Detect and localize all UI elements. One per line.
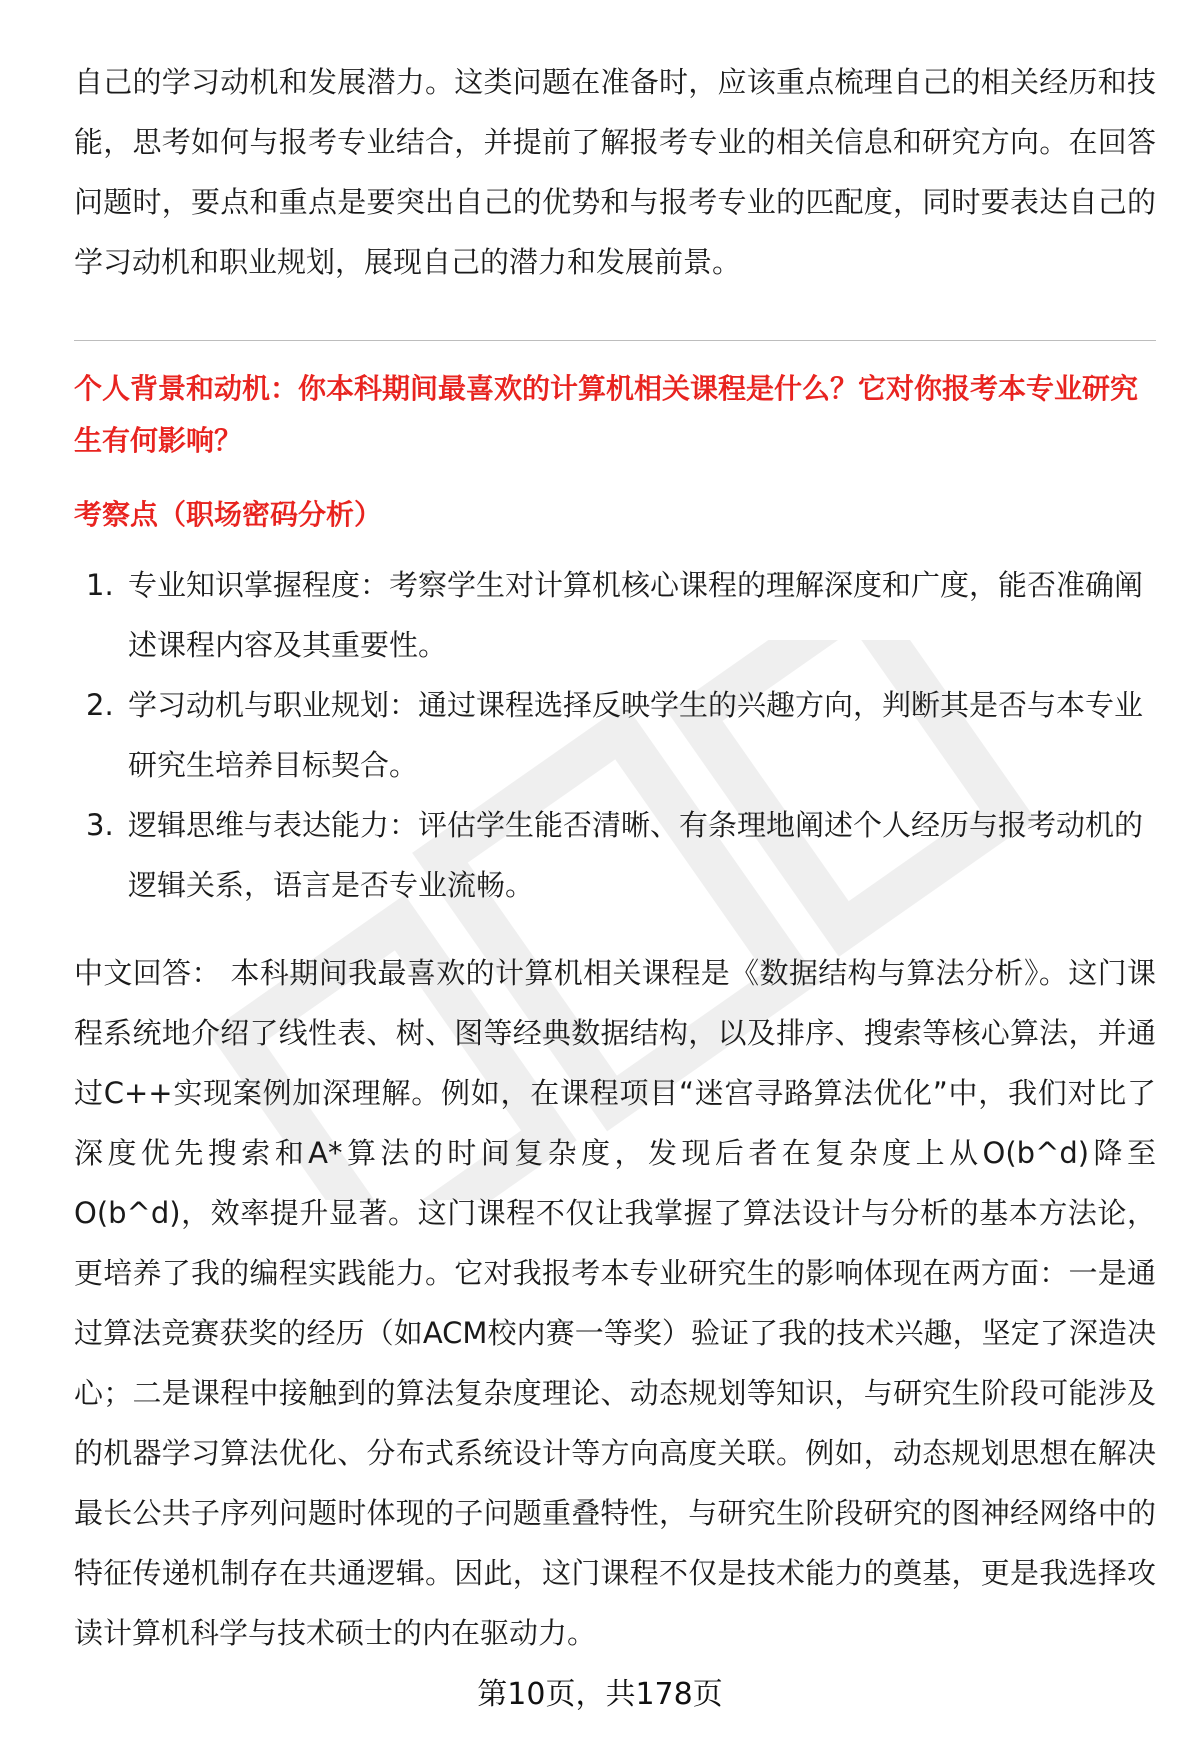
page-number-footer: 第10页，共178页 [477, 1677, 723, 1712]
assessment-point [74, 675, 1156, 795]
point-text: 专业知识掌握程度：考察学生对计算机核心课程的理解深度和广度，能否准确阐述课程内容及其重要性。 [128, 568, 1144, 662]
assessment-points-list [74, 555, 1156, 915]
question-heading: 个人背景和动机：你本科期间最喜欢的计算机相关课程是什么？它对你报考本专业研究生有何影响？ [74, 372, 1139, 457]
assessment-point [74, 555, 1156, 675]
assessment-point [74, 795, 1156, 915]
answer-paragraph: 中文回答： 本科期间我最喜欢的计算机相关课程是《数据结构与算法分析》。这门课程系统地介绍了线性表、树、图等经典数据结构，以及排序、搜索等核心算法，并通过C++实现案例加深理解。例如，在课程项目“迷宫寻路算法优化”中，我们对比了深度优先搜索和A*算法的时间复杂度，发现后者在复杂度上从O(b^d)降至O(b^d)，效率提升显著。这门课程不仅让我掌握了算法设计与分析的基本方法论，更培养了我的编程实践能力。它对我报考本专业研究生的影响体现在两方面：一是通过算法竞赛获奖的经历（如ACM校内赛一等奖）验证了我的技术兴趣，坚定了深造决心；二是课程中接触到的算法复杂度理论、动态规划等知识，与研究生阶段可能涉及的机器学习算法优化、分布式系统设计等方向高度关联。例如，动态规划思想在解决最长公共子序列问题时体现的子问题重叠特性，与研究生阶段研究的图神经网络中的特征传递机制存在共通逻辑。因此，这门课程不仅是技术能力的奠基，更是我选择攻读计算机科学与技术硕士的内在驱动力。 [74, 956, 1156, 1650]
point-text: 逻辑思维与表达能力：评估学生能否清晰、有条理地阐述个人经历与报考动机的逻辑关系，语言是否专业流畅。 [128, 808, 1144, 902]
section-divider [74, 340, 1156, 341]
point-text: 学习动机与职业规划：通过课程选择反映学生的兴趣方向，判断其是否与本专业研究生培养目标契合。 [128, 688, 1144, 782]
point-number: 2. [86, 688, 114, 722]
intro-paragraph: 自己的学习动机和发展潜力。这类问题在准备时，应该重点梳理自己的相关经历和技能，思考如何与报考专业结合，并提前了解报考专业的相关信息和研究方向。在回答问题时，要点和重点是要突出自己的优势和与报考专业的匹配度，同时要表达自己的学习动机和职业规划，展现自己的潜力和发展前景。 [74, 65, 1156, 279]
assessment-title: 考察点（职场密码分析） [74, 498, 383, 531]
document-page [74, 52, 1156, 1663]
point-number: 3. [86, 808, 114, 842]
point-number: 1. [86, 568, 114, 602]
